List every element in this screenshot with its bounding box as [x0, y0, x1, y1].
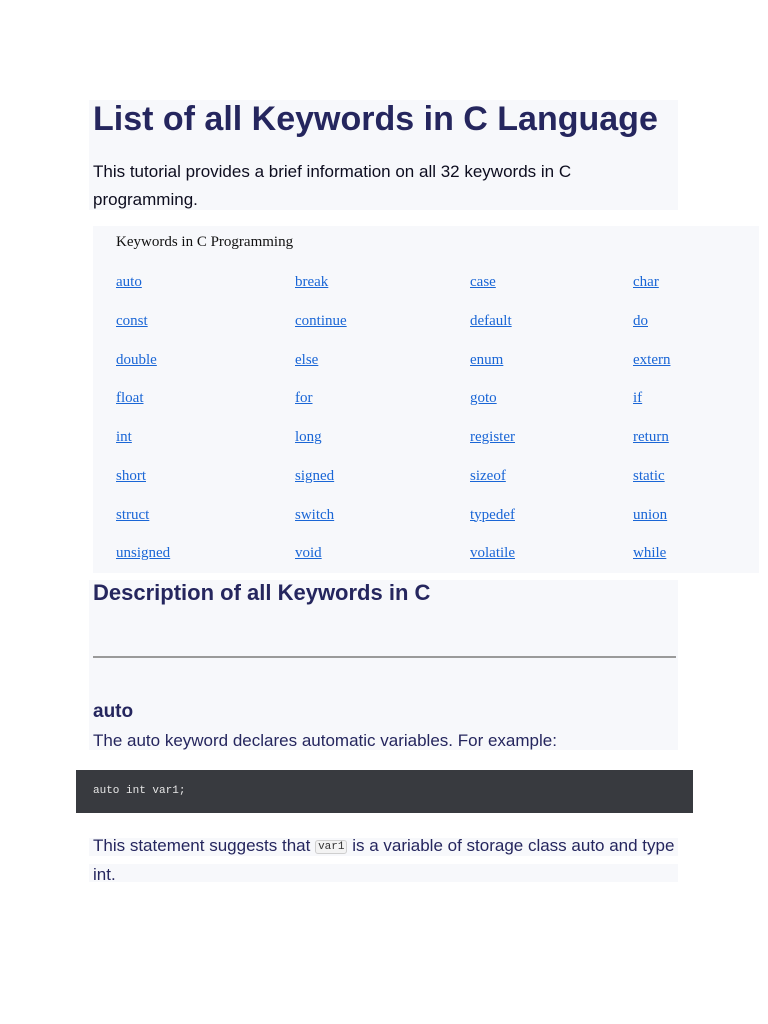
code-block: auto int var1; [76, 770, 693, 813]
keyword-link-enum[interactable]: enum [470, 351, 504, 368]
keyword-link-double[interactable]: double [116, 351, 157, 368]
keyword-link-if[interactable]: if [633, 390, 643, 407]
intro-text: This tutorial provides a brief information on all 32 keywords in C programming. [93, 162, 572, 209]
keyword-link-signed[interactable]: signed [295, 467, 335, 484]
keyword-link-volatile[interactable]: volatile [470, 545, 515, 562]
keyword-link-float[interactable]: float [116, 390, 144, 407]
keyword-link-char[interactable]: char [633, 274, 659, 290]
paragraph-text-end: is a variable of storage class auto and type int. [93, 836, 675, 884]
section-heading: Description of all Keywords in C [93, 580, 431, 605]
page-title: List of all Keywords in C Language [93, 100, 658, 138]
keyword-link-continue[interactable]: continue [295, 312, 347, 329]
keyword-link-static[interactable]: static [633, 467, 665, 484]
keyword-link-return[interactable]: return [633, 429, 669, 445]
keyword-auto-heading: auto [93, 701, 134, 722]
keyword-link-typedef[interactable]: typedef [470, 506, 515, 523]
keyword-auto-description: The auto keyword declares automatic variables. For example: [93, 731, 557, 750]
keyword-link-extern[interactable]: extern [633, 351, 671, 368]
keywords-table-caption: Keywords in C Programming [116, 234, 294, 250]
section-divider [93, 656, 676, 658]
inline-code: var1 [315, 840, 347, 854]
keyword-link-unsigned[interactable]: unsigned [116, 545, 171, 562]
keyword-link-break[interactable]: break [295, 274, 329, 290]
keyword-link-do[interactable]: do [633, 312, 648, 329]
keyword-link-union[interactable]: union [633, 506, 668, 523]
keyword-link-void[interactable]: void [295, 545, 322, 562]
keyword-link-int[interactable]: int [116, 429, 132, 445]
keyword-link-long[interactable]: long [295, 429, 322, 445]
keyword-link-while[interactable]: while [633, 545, 667, 562]
keyword-link-register[interactable]: register [470, 429, 515, 445]
keyword-link-const[interactable]: const [116, 312, 148, 329]
keyword-link-short[interactable]: short [116, 467, 146, 484]
keyword-link-case[interactable]: case [470, 274, 496, 290]
keyword-link-default[interactable]: default [470, 312, 512, 329]
keyword-link-sizeof[interactable]: sizeof [470, 467, 506, 484]
paragraph-text-start: This statement suggests that [93, 836, 316, 855]
explanation-paragraph [93, 832, 678, 889]
keyword-link-struct[interactable]: struct [116, 506, 150, 523]
keyword-link-goto[interactable]: goto [470, 390, 497, 407]
keyword-link-switch[interactable]: switch [295, 506, 335, 523]
keyword-link-else[interactable]: else [295, 351, 319, 368]
keyword-link-for[interactable]: for [295, 390, 313, 407]
keyword-link-auto[interactable]: auto [116, 274, 142, 290]
